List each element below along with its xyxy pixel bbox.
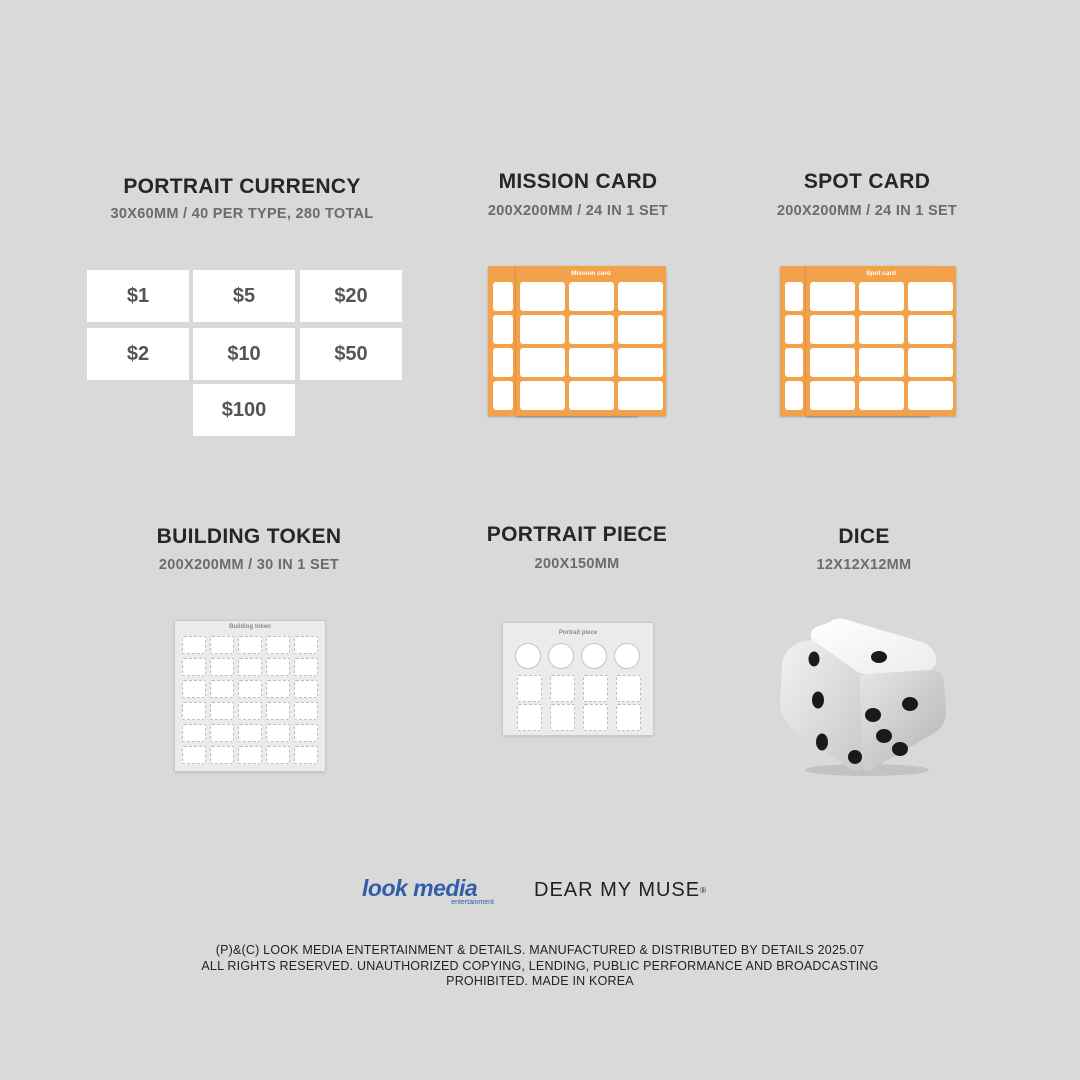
spot-card-sheet: [806, 266, 956, 416]
token-slot: [238, 680, 262, 698]
currency-title: PORTRAIT CURRENCY: [123, 175, 361, 198]
dice-pip: [876, 729, 892, 743]
card-slot: [569, 381, 614, 410]
card-slot: [569, 282, 614, 311]
spot-spec: 200X200MM / 24 IN 1 SET: [776, 203, 958, 219]
card-slot: [859, 315, 904, 344]
card-slot: [859, 381, 904, 410]
piece-slot: [583, 675, 608, 702]
legal-footer: [0, 943, 1080, 990]
building-sheet-label: Building token: [229, 624, 271, 630]
piece-title: PORTRAIT PIECE: [486, 523, 668, 546]
token-slot: [182, 680, 206, 698]
piece-slot: [517, 704, 542, 731]
piece-slot: [616, 675, 641, 702]
card-slot: [520, 348, 565, 377]
token-slot: [266, 680, 290, 698]
piece-circle: [548, 643, 574, 669]
token-slot: [266, 724, 290, 742]
card-slot: [908, 381, 953, 410]
spot-title: SPOT CARD: [803, 170, 931, 193]
currency-spec: 30X60MM / 40 PER TYPE, 280 TOTAL: [110, 206, 374, 222]
footer-line-3: PROHIBITED. MADE IN KOREA: [446, 974, 634, 988]
token-slot: [182, 724, 206, 742]
token-slot: [238, 724, 262, 742]
piece-slot: [616, 704, 641, 731]
dice-pip: [848, 750, 862, 764]
card-slot: [908, 282, 953, 311]
token-slot: [182, 702, 206, 720]
card-slot: [785, 348, 803, 377]
card-slot: [859, 348, 904, 377]
mission-spec: 200X200MM / 24 IN 1 SET: [487, 203, 669, 219]
bill-20: $20: [300, 270, 402, 322]
token-slot: [266, 746, 290, 764]
card-slot: [618, 348, 663, 377]
token-slot: [182, 636, 206, 654]
bill-5: $5: [193, 270, 295, 322]
card-slot: [785, 315, 803, 344]
token-slot: [210, 636, 234, 654]
footer-line-1: (P)&(C) LOOK MEDIA ENTERTAINMENT & DETAILS. MANUFACTURED & DISTRIBUTED BY DETAILS 2025.07: [215, 943, 865, 957]
token-slot: [238, 636, 262, 654]
piece-circle: [581, 643, 607, 669]
bill-50: $50: [300, 328, 402, 380]
portrait-piece-sheet: [503, 623, 653, 735]
mission-sheet-label: Mission card: [571, 270, 611, 277]
card-slot: [908, 315, 953, 344]
building-spec: 200X200MM / 30 IN 1 SET: [158, 557, 340, 573]
token-slot: [294, 702, 318, 720]
token-slot: [182, 658, 206, 676]
card-slot: [810, 381, 855, 410]
spot-sheet-label: Spot card: [866, 270, 896, 277]
bill-2: $2: [87, 328, 189, 380]
piece-circle: [614, 643, 640, 669]
dice-pip: [871, 651, 887, 663]
piece-sheet-label: Portrait piece: [558, 630, 598, 636]
token-slot: [210, 724, 234, 742]
piece-slot: [550, 675, 575, 702]
dice-pip: [892, 742, 908, 756]
card-slot: [493, 315, 513, 344]
mission-title: MISSION CARD: [498, 170, 658, 193]
dice-pip: [816, 734, 828, 751]
dice-pip: [812, 692, 824, 709]
dice-spec: 12X12X12MM: [816, 557, 912, 573]
piece-circle: [515, 643, 541, 669]
dice-image: [772, 612, 952, 782]
piece-slot: [517, 675, 542, 702]
card-slot: [618, 315, 663, 344]
card-slot: [785, 282, 803, 311]
card-slot: [493, 348, 513, 377]
token-slot: [210, 680, 234, 698]
mission-card-sheet: [516, 266, 666, 416]
token-slot: [210, 746, 234, 764]
card-slot: [810, 282, 855, 311]
building-title: BUILDING TOKEN: [156, 525, 342, 548]
dice-pip: [902, 697, 918, 711]
card-slot: [493, 381, 513, 410]
bill-1: $1: [87, 270, 189, 322]
token-slot: [294, 724, 318, 742]
token-slot: [294, 746, 318, 764]
token-slot: [238, 746, 262, 764]
footer-line-2: ALL RIGHTS RESERVED. UNAUTHORIZED COPYING, LENDING, PUBLIC PERFORMANCE AND BROADCASTING: [201, 958, 879, 973]
card-slot: [493, 282, 513, 311]
token-slot: [210, 702, 234, 720]
card-slot: [569, 348, 614, 377]
token-slot: [266, 636, 290, 654]
token-slot: [294, 680, 318, 698]
card-slot: [569, 315, 614, 344]
card-slot: [810, 315, 855, 344]
bill-10: $10: [193, 328, 295, 380]
token-slot: [294, 636, 318, 654]
token-slot: [210, 658, 234, 676]
token-slot: [294, 658, 318, 676]
dearmymuse-wordmark: DEAR MY MUSE: [534, 879, 701, 901]
bill-100: $100: [193, 384, 295, 436]
token-slot: [182, 746, 206, 764]
card-slot: [859, 282, 904, 311]
lookmedia-sub: entertainment: [451, 899, 494, 906]
card-slot: [520, 381, 565, 410]
token-slot: [266, 702, 290, 720]
dice-title: DICE: [838, 525, 890, 548]
dice-pip: [865, 708, 881, 722]
token-slot: [266, 658, 290, 676]
card-slot: [520, 282, 565, 311]
dearmymuse-logo: [534, 879, 707, 902]
card-slot: [908, 348, 953, 377]
piece-slot: [583, 704, 608, 731]
card-slot: [810, 348, 855, 377]
card-slot: [520, 315, 565, 344]
card-slot: [785, 381, 803, 410]
registered-mark: ®: [700, 886, 708, 896]
building-token-sheet: [175, 621, 325, 771]
piece-slot: [550, 704, 575, 731]
token-slot: [238, 702, 262, 720]
card-slot: [618, 381, 663, 410]
dice-pip: [809, 652, 820, 667]
lookmedia-logo: [362, 876, 498, 912]
piece-spec: 200X150MM: [534, 556, 620, 572]
lookmedia-wordmark: look media: [362, 875, 478, 901]
card-slot: [618, 282, 663, 311]
token-slot: [238, 658, 262, 676]
